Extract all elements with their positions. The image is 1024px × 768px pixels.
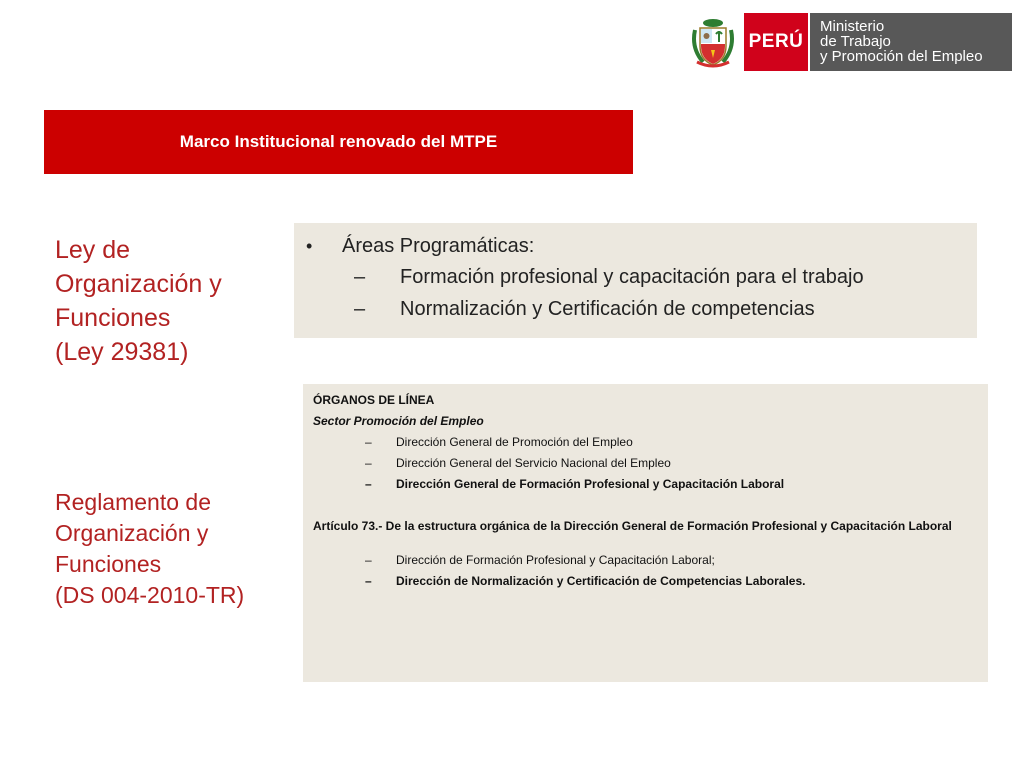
spacer bbox=[313, 495, 988, 516]
ministry-name-box bbox=[810, 13, 1012, 71]
dash-icon: – bbox=[365, 574, 372, 588]
law-title-line: Ley de bbox=[55, 236, 131, 264]
regulation-title-line: Funciones bbox=[55, 551, 162, 577]
sector-label: Sector Promoción del Empleo bbox=[313, 414, 484, 428]
ministry-logo bbox=[689, 13, 1012, 71]
spacer bbox=[313, 537, 988, 550]
articulo-label: Artículo 73.- De la estructura orgánica de la Dirección General de Formación Profesional y Capacitación Laboral bbox=[313, 519, 952, 533]
list-item bbox=[313, 432, 988, 453]
areas-heading: Áreas Programáticas: bbox=[342, 235, 535, 257]
sub-direccion-label: Dirección de Formación Profesional y Capacitación Laboral; bbox=[396, 553, 715, 567]
peru-brand-box: PERÚ bbox=[744, 13, 808, 71]
law-title-line: (Ley 29381) bbox=[55, 338, 189, 366]
areas-programaticas-box bbox=[294, 223, 977, 338]
regulation-title-line: (DS 004-2010-TR) bbox=[55, 582, 245, 608]
list-item bbox=[306, 261, 977, 293]
regulation-title bbox=[55, 487, 244, 611]
ministry-line-2: de Trabajo bbox=[820, 33, 891, 50]
regulation-title-line: Reglamento de bbox=[55, 489, 211, 515]
area-item-label: Formación profesional y capacitación para el trabajo bbox=[400, 266, 864, 288]
slide-title: Marco Institucional renovado del MTPE bbox=[179, 132, 498, 151]
organos-de-linea-box bbox=[303, 384, 988, 682]
list-item bbox=[313, 453, 988, 474]
areas-bullet bbox=[306, 231, 977, 261]
ministry-line-3: y Promoción del Empleo bbox=[820, 48, 983, 65]
law-title-line: Funciones bbox=[55, 304, 171, 332]
law-title bbox=[55, 233, 222, 369]
list-item bbox=[306, 293, 977, 325]
dash-icon: – bbox=[365, 456, 372, 470]
area-item-label: Normalización y Certificación de competencias bbox=[400, 298, 815, 320]
dash-icon: – bbox=[365, 435, 372, 449]
dash-icon: – bbox=[365, 477, 372, 491]
organos-heading: ÓRGANOS DE LÍNEA bbox=[313, 393, 435, 407]
coat-of-arms-icon bbox=[689, 18, 737, 68]
direccion-label: Dirección General del Servicio Nacional del Empleo bbox=[396, 456, 671, 470]
list-item bbox=[313, 550, 988, 571]
regulation-title-line: Organización y bbox=[55, 520, 209, 546]
list-item bbox=[313, 474, 988, 495]
bullet-icon: • bbox=[306, 236, 313, 256]
dash-icon: – bbox=[354, 298, 366, 320]
sub-direccion-label: Dirección de Normalización y Certificación de Competencias Laborales. bbox=[396, 574, 806, 588]
dash-icon: – bbox=[365, 553, 372, 567]
law-title-line: Organización y bbox=[55, 270, 222, 298]
dash-icon: – bbox=[354, 266, 366, 288]
slide-title-banner bbox=[44, 110, 633, 174]
ministry-line-1: Ministerio bbox=[820, 18, 885, 35]
list-item bbox=[313, 571, 988, 592]
direccion-label: Dirección General de Formación Profesional y Capacitación Laboral bbox=[396, 477, 785, 491]
direccion-label: Dirección General de Promoción del Empleo bbox=[396, 435, 633, 449]
